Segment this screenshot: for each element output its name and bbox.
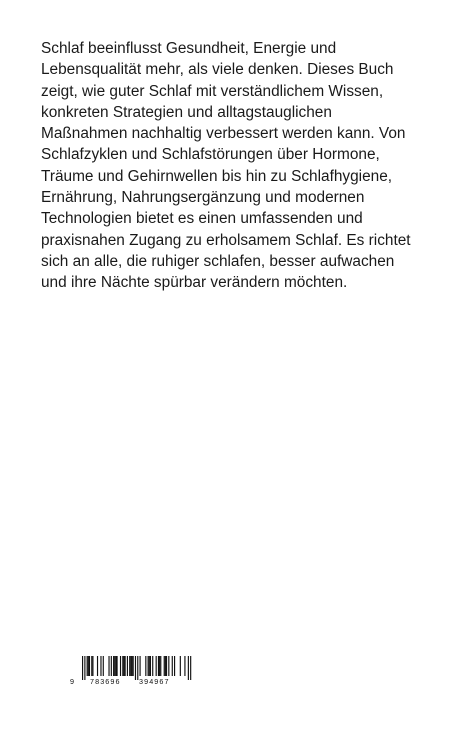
barcode-bar — [89, 656, 90, 676]
barcode-bar — [113, 656, 114, 676]
barcode-bar — [108, 656, 109, 676]
blurb-line: Träume und Gehirnwellen bis hin zu Schlafhygiene, — [41, 167, 393, 185]
barcode-bar — [164, 656, 165, 676]
isbn-barcode — [70, 656, 194, 686]
blurb-line: sich an alle, die ruhiger schlafen, besser aufwachen — [41, 252, 395, 270]
barcode-bar — [145, 656, 146, 676]
barcode-bar — [148, 656, 149, 676]
blurb-line: Schlafzyklen und Schlafstörungen über Hormone, — [41, 146, 380, 164]
blurb-line: und ihre Nächte spürbar verändern möchten. — [41, 274, 348, 292]
blurb-line: Schlaf beeinflusst Gesundheit, Energie und — [41, 40, 337, 57]
barcode-bar — [180, 656, 181, 676]
barcode-bar — [115, 656, 116, 676]
barcode-bar — [156, 656, 157, 676]
barcode-bar — [82, 656, 83, 680]
blurb-line: zeigt, wie guter Schlaf mit verständlichem Wissen, — [41, 82, 384, 100]
barcode-bar — [166, 656, 167, 676]
barcode-bar — [88, 656, 89, 676]
barcode-first-digit: 9 — [70, 677, 74, 686]
barcode-bar — [172, 656, 173, 676]
barcode-bar — [168, 656, 169, 676]
barcode-bar — [149, 656, 150, 676]
barcode-left-digits: 783696 — [90, 677, 121, 686]
barcode-bar — [103, 656, 104, 676]
barcode-bar — [91, 656, 92, 676]
barcode-bar — [150, 656, 151, 676]
barcode-bar — [117, 656, 118, 676]
barcode-bar — [97, 656, 98, 676]
barcode-bar — [140, 656, 141, 676]
barcode-bar — [123, 656, 124, 676]
barcode-bar — [190, 656, 191, 680]
barcode-bar — [114, 656, 115, 676]
blurb-line: Ernährung, Nahrungsergänzung und modernen — [41, 189, 365, 207]
barcode-bar — [160, 656, 161, 676]
barcode-bar — [152, 656, 153, 676]
barcode-bar — [87, 656, 88, 676]
blurb-line: konkreten Strategien und alltagstauglichen — [41, 103, 332, 121]
barcode-bar — [100, 656, 101, 676]
blurb-line: Maßnahmen nachhaltig verbessert werden kann. Von — [41, 125, 406, 143]
blurb-line: praxisnahen Zugang zu erholsamem Schlaf. Es richtet — [41, 231, 411, 249]
barcode-bar — [129, 656, 130, 676]
barcode-bar — [111, 656, 112, 676]
barcode-bar — [125, 656, 126, 676]
barcode-bar — [158, 656, 159, 676]
barcode-bar — [92, 656, 93, 676]
barcode-bar — [184, 656, 185, 676]
barcode-bar — [188, 656, 189, 680]
barcode-bar — [127, 656, 128, 676]
barcode-bar — [174, 656, 175, 676]
barcode-bar — [131, 656, 132, 676]
blurb-line: Lebensqualität mehr, als viele denken. Dieses Buch — [41, 61, 394, 79]
blurb-line: Technologien bietet es einen umfassenden und — [41, 210, 363, 228]
barcode-bar — [159, 656, 160, 676]
barcode-right-digits: 394967 — [139, 677, 170, 686]
barcode-bar — [122, 656, 123, 676]
barcode-bar — [133, 656, 134, 676]
barcode-bar — [130, 656, 131, 676]
barcode-bar — [165, 656, 166, 676]
back-cover-blurb — [41, 38, 441, 294]
barcode-bar — [84, 656, 85, 680]
barcode-bar — [120, 656, 121, 676]
barcode-bar — [135, 656, 136, 680]
